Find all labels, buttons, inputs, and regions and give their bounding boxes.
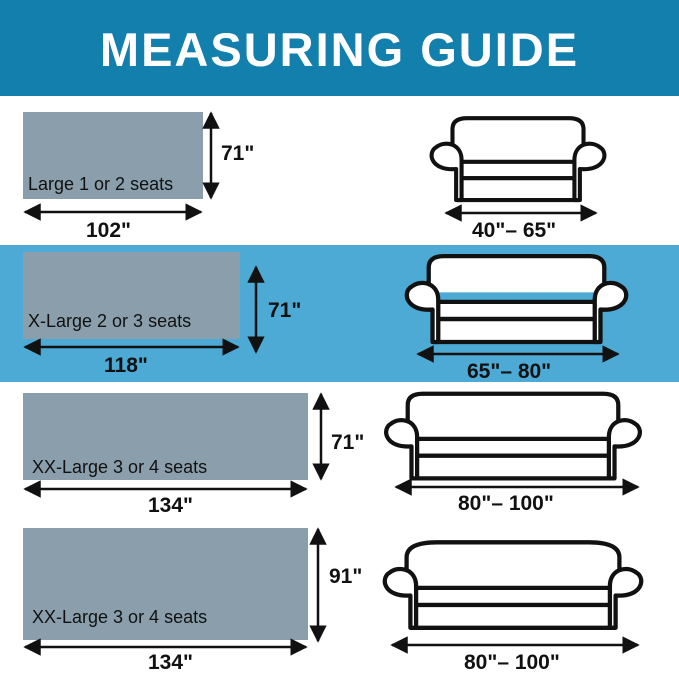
fabric-length: 118" bbox=[104, 354, 148, 377]
size-label: XX-Large 3 or 4 seats bbox=[32, 457, 208, 477]
sofa-width-range: 80"– 100" bbox=[458, 492, 554, 515]
fabric-height: 71" bbox=[221, 142, 255, 165]
sofa-icon bbox=[402, 252, 631, 348]
fabric-height: 71" bbox=[331, 431, 365, 454]
sofa-width-range: 40"– 65" bbox=[472, 219, 557, 242]
page-title: MEASURING GUIDE bbox=[99, 23, 580, 76]
sofa-icon bbox=[380, 538, 646, 634]
sofa-width-range: 80"– 100" bbox=[464, 651, 560, 674]
sofa-width-range: 65"– 80" bbox=[467, 360, 552, 383]
size-label: X-Large 2 or 3 seats bbox=[28, 311, 192, 331]
fabric-length: 134" bbox=[148, 651, 193, 674]
fabric-height: 71" bbox=[268, 299, 302, 322]
size-label: Large 1 or 2 seats bbox=[28, 174, 174, 194]
sofa-icon bbox=[427, 112, 609, 208]
sofa-icon bbox=[380, 390, 646, 484]
size-label: XX-Large 3 or 4 seats bbox=[32, 607, 208, 627]
fabric-length: 134" bbox=[148, 494, 193, 517]
fabric-length: 102" bbox=[86, 219, 131, 242]
fabric-height: 91" bbox=[329, 565, 363, 588]
